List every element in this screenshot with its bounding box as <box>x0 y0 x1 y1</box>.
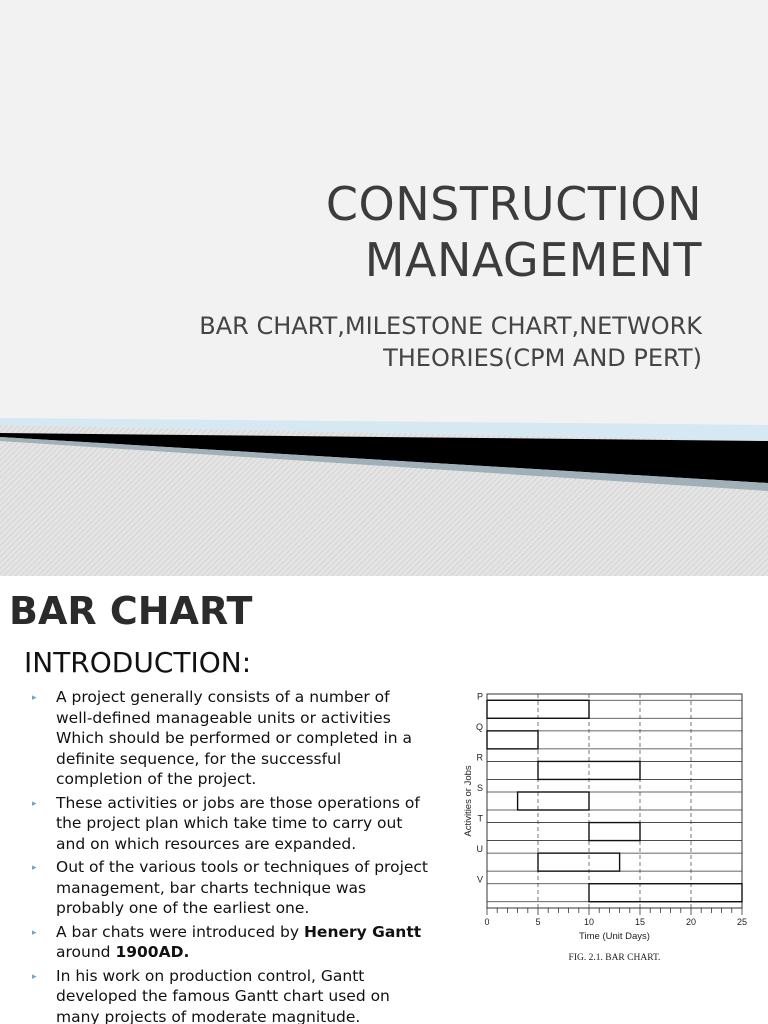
subtitle-line-1: BAR CHART,MILESTONE CHART,NETWORK <box>199 312 702 340</box>
plot-frame <box>487 694 742 908</box>
subtitle-line-2: THEORIES(CPM AND PERT) <box>383 344 702 372</box>
x-tick-label: 0 <box>484 917 490 927</box>
bullet-item <box>30 922 430 963</box>
bullet-text: Out of the various tools or techniques of project management, bar charts technique was probably one of the earliest one. <box>56 858 429 917</box>
activity-label: U <box>476 844 483 855</box>
activity-bar <box>538 853 620 871</box>
title-line-2: MANAGEMENT <box>364 233 702 287</box>
x-axis-label: Time (Unit Days) <box>579 931 650 942</box>
bullet-text: These activities or jobs are those operations of the project plan which take time to carry out and on which resources are expanded. <box>56 793 420 853</box>
activity-label: S <box>476 783 483 793</box>
bullet-arrow-icon: ▸ <box>32 971 37 982</box>
activity-bar <box>487 731 538 749</box>
bullet-text: around <box>56 943 116 961</box>
slide-subtitle <box>2 310 702 374</box>
bullet-arrow-icon: ▸ <box>32 693 37 703</box>
activity-bar <box>589 823 640 841</box>
x-tick-label: 15 <box>634 917 646 927</box>
activity-label: T <box>477 813 483 824</box>
introduction-heading: INTRODUCTION: <box>24 646 252 679</box>
bullet-text: In his work on production control, Gantt developed the famous Gantt chart used on many projects of moderate magnitude. <box>56 966 390 1024</box>
section-heading: BAR CHART <box>9 589 253 633</box>
x-tick-label: 25 <box>736 917 748 927</box>
figure-caption: FIG. 2.1. BAR CHART. <box>568 953 661 963</box>
bullet-item <box>30 687 430 790</box>
activity-bar <box>518 792 589 810</box>
bullet-item <box>30 857 430 919</box>
y-axis-label: Activities or Jobs <box>463 765 474 837</box>
bullet-arrow-icon: ▸ <box>32 798 37 809</box>
title-line-1: CONSTRUCTION <box>325 177 702 231</box>
activity-label: Q <box>475 721 483 732</box>
bullet-item <box>30 793 430 855</box>
slide-title <box>2 176 702 288</box>
bullet-emphasis: Henery Gantt <box>303 922 422 941</box>
x-tick-label: 10 <box>583 917 595 927</box>
x-tick-label: 20 <box>685 917 697 927</box>
bullet-arrow-icon: ▸ <box>32 863 37 873</box>
bullet-text: A bar chats were introduced by <box>56 922 304 941</box>
activity-label: R <box>476 752 483 763</box>
bullet-item <box>30 966 430 1024</box>
x-tick-label: 5 <box>535 917 541 927</box>
bullet-text: A project generally consists of a number of well-defined manageable units or activities Which should be performed or completed in a definite sequence, for the successful completion of the project. <box>56 688 413 788</box>
activity-label: P <box>476 691 483 702</box>
decorative-stripes <box>0 415 768 576</box>
bullet-arrow-icon: ▸ <box>32 927 37 938</box>
activity-label: V <box>476 874 483 885</box>
content-slide <box>0 576 768 1024</box>
gantt-bar-chart <box>455 682 755 997</box>
bullet-emphasis: 1900AD. <box>115 943 190 961</box>
activity-bar <box>589 884 742 902</box>
bullet-list <box>30 687 430 1024</box>
